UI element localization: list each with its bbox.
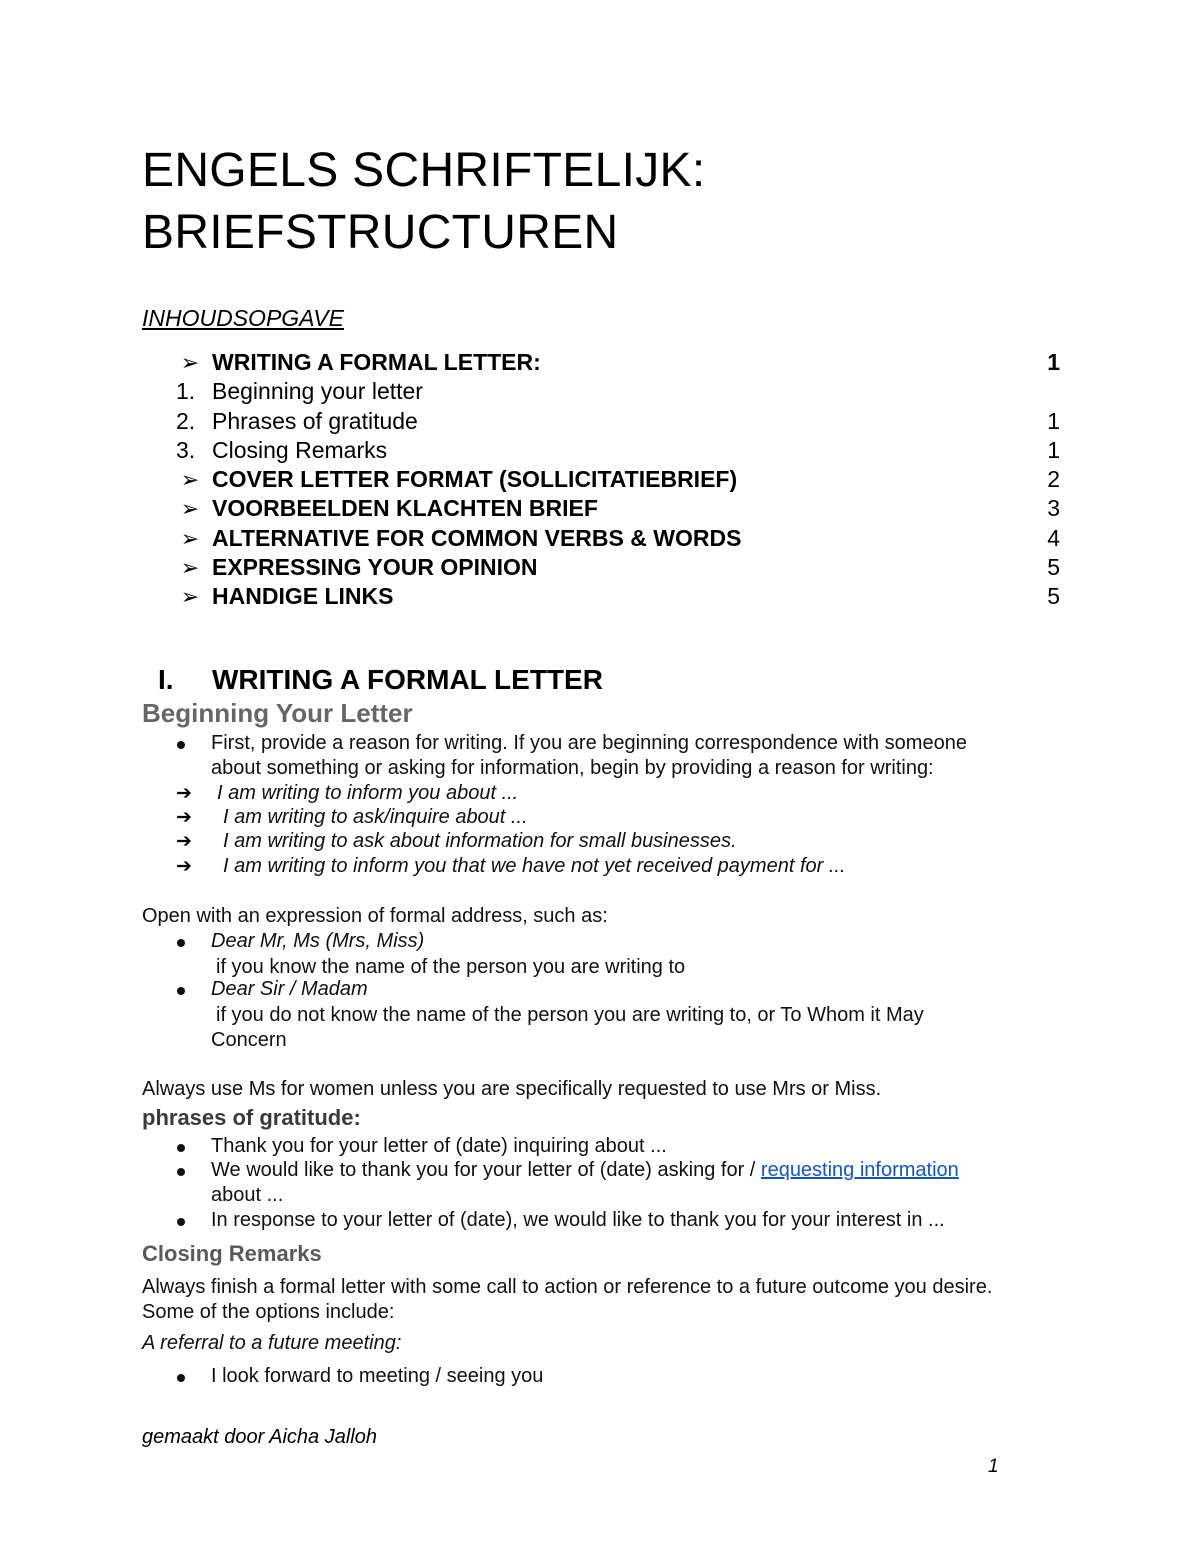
toc-item-label: HANDIGE LINKS: [212, 583, 394, 610]
toc-heading: INHOUDSOPGAVE: [142, 305, 344, 331]
toc-item-number: 2.: [176, 407, 196, 434]
toc-item[interactable]: [170, 465, 1060, 494]
subheading-closing: Closing Remarks: [142, 1241, 322, 1266]
toc-item-label: VOORBEELDEN KLACHTEN BRIEF: [212, 495, 598, 522]
paragraph-line: [211, 1158, 959, 1183]
bullet-icon: [177, 939, 185, 947]
toc-item-number: 3.: [176, 436, 196, 463]
paragraph-line: if you do not know the name of the person you are writing to, or To Whom it May: [216, 1004, 924, 1026]
arrowhead-bullet-icon: ➢: [180, 584, 200, 610]
paragraph-line: Always use Ms for women unless you are specifically requested to use Mrs or Miss.: [142, 1078, 882, 1100]
toc-item[interactable]: [170, 436, 1060, 465]
toc-item-page: 4: [1047, 524, 1060, 551]
toc-item-label: Beginning your letter: [212, 378, 423, 405]
toc-item[interactable]: [170, 553, 1060, 582]
document-title: [142, 140, 705, 264]
arrow-right-icon: ➔: [176, 783, 192, 804]
example-phrase: I am writing to inform you about ...: [217, 782, 519, 804]
paragraph-line: Some of the options include:: [142, 1301, 395, 1323]
paragraph-line: First, provide a reason for writing. If you are beginning correspondence with someone: [211, 732, 967, 754]
paragraph-line: about something or asking for information, begin by providing a reason for writing:: [211, 757, 934, 779]
toc-item-page: 1: [1047, 349, 1060, 375]
toc-item-number: 1.: [176, 378, 196, 405]
requesting-information-link[interactable]: requesting information: [760, 1159, 959, 1181]
toc-item-page: 2: [1047, 466, 1060, 493]
arrowhead-bullet-icon: ➢: [180, 555, 200, 581]
page-number: 1: [988, 1456, 999, 1477]
toc-item-page: 1: [1047, 436, 1060, 463]
bullet-icon: [177, 1168, 185, 1176]
toc-item[interactable]: [170, 407, 1060, 436]
subheading-gratitude: phrases of gratitude:: [142, 1105, 361, 1130]
toc-item-page: 5: [1047, 583, 1060, 610]
paragraph-line: A referral to a future meeting:: [142, 1332, 402, 1354]
toc-item[interactable]: [170, 377, 1060, 406]
table-of-contents: [170, 348, 1060, 612]
toc-item[interactable]: [170, 524, 1060, 553]
arrow-right-icon: ➔: [176, 831, 192, 852]
arrowhead-bullet-icon: ➢: [180, 467, 200, 493]
subheading-beginning: Beginning Your Letter: [142, 698, 413, 728]
bullet-icon: [177, 1374, 185, 1382]
footer-author: gemaakt door Aicha Jalloh: [142, 1426, 377, 1448]
bullet-icon: [177, 741, 185, 749]
toc-item-label: WRITING A FORMAL LETTER:: [212, 349, 541, 375]
section-title: WRITING A FORMAL LETTER: [212, 664, 603, 695]
arrowhead-bullet-icon: ➢: [180, 496, 200, 522]
paragraph-line: Always finish a formal letter with some call to action or reference to a future outcome you desire.: [142, 1276, 993, 1298]
toc-item-page: 3: [1047, 495, 1060, 522]
example-phrase: I am writing to ask/inquire about ...: [223, 806, 528, 828]
paragraph-line: Thank you for your letter of (date) inquiring about ...: [211, 1135, 667, 1157]
paragraph-line: about ...: [211, 1184, 284, 1206]
arrow-right-icon: ➔: [176, 807, 192, 828]
title-line-1: ENGELS SCHRIFTELIJK:: [142, 144, 706, 197]
toc-item-label: Closing Remarks: [212, 436, 388, 463]
title-line-2: BRIEFSTRUCTUREN: [142, 206, 619, 259]
paragraph-line: if you know the name of the person you are writing to: [216, 956, 686, 978]
toc-item[interactable]: [170, 494, 1060, 523]
toc-item-label: Phrases of gratitude: [212, 407, 418, 434]
bullet-icon: [177, 987, 185, 995]
bullet-icon: [177, 1144, 185, 1152]
paragraph-line: Concern: [211, 1029, 287, 1051]
arrow-right-icon: ➔: [176, 856, 192, 877]
toc-item-label: ALTERNATIVE FOR COMMON VERBS & WORDS: [212, 524, 742, 551]
toc-item-page: 1: [1047, 407, 1060, 434]
toc-item[interactable]: [170, 348, 1060, 377]
salutation-option: Dear Mr, Ms (Mrs, Miss): [211, 930, 425, 952]
gratitude-text: We would like to thank you for your letter of (date) asking for /: [211, 1159, 761, 1181]
paragraph-line: I look forward to meeting / seeing you: [211, 1365, 544, 1387]
section-heading: [158, 664, 603, 696]
toc-item-label: EXPRESSING YOUR OPINION: [212, 554, 538, 581]
toc-item-page: 5: [1047, 554, 1060, 581]
toc-item[interactable]: [170, 582, 1060, 611]
arrowhead-bullet-icon: ➢: [180, 525, 200, 551]
toc-item-label: COVER LETTER FORMAT (SOLLICITATIEBRIEF): [212, 466, 738, 493]
example-phrase: I am writing to ask about information for small businesses.: [223, 830, 737, 852]
section-numeral: I.: [158, 664, 174, 695]
example-phrase: I am writing to inform you that we have not yet received payment for ...: [223, 855, 846, 877]
paragraph-line: Open with an expression of formal address, such as:: [142, 905, 608, 927]
paragraph-line: In response to your letter of (date), we would like to thank you for your interest in ...: [211, 1209, 945, 1231]
salutation-option: Dear Sir / Madam: [211, 978, 368, 1000]
arrowhead-bullet-icon: ➢: [180, 350, 200, 375]
bullet-icon: [177, 1218, 185, 1226]
